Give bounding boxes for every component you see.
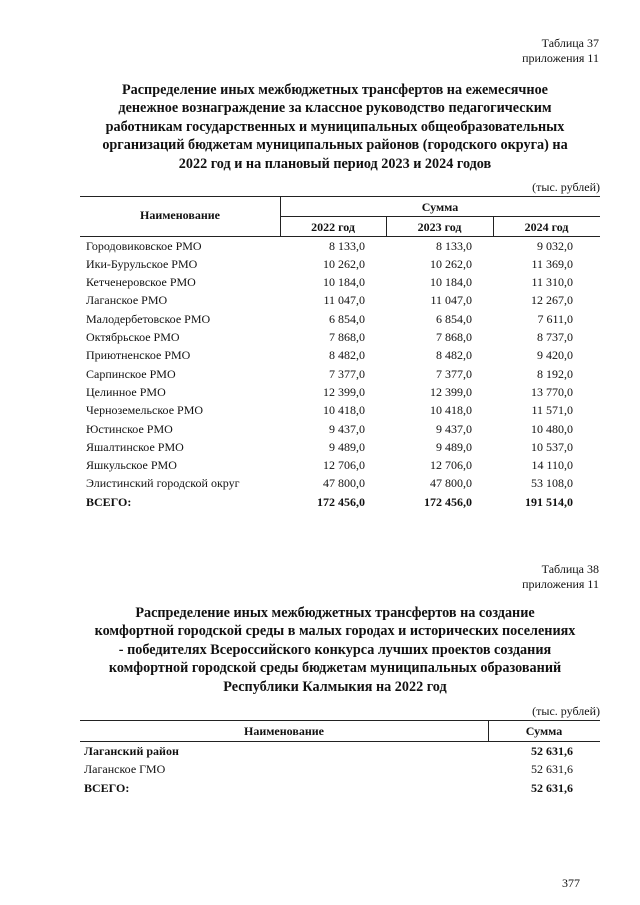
title-line: организаций бюджетам муниципальных районов (городского округа) на [102, 137, 568, 154]
value-2022: 8 133,0 [329, 238, 365, 253]
value-2023: 8 482,0 [436, 348, 472, 363]
table37-title [60, 81, 610, 173]
total-label: ВСЕГО: [86, 494, 132, 509]
table38-units: (тыс. рублей) [532, 704, 600, 718]
value-2022: 11 047,0 [323, 293, 365, 308]
row-name: Приютненское РМО [86, 348, 191, 363]
value-2024: 11 310,0 [531, 275, 573, 290]
header-top-rule [80, 720, 600, 721]
value-2022: 7 868,0 [329, 330, 365, 344]
title-line: 2022 год и на плановый период 2023 и 2024 годов [178, 155, 492, 172]
value-2024: 13 770,0 [531, 384, 573, 399]
value-2022: 12 706,0 [323, 458, 365, 473]
table37-label: Таблица 37 [541, 36, 599, 50]
value-2024: 10 537,0 [531, 439, 573, 454]
value-2022: 10 184,0 [323, 275, 365, 290]
value-2023: 10 418,0 [430, 403, 472, 418]
value-2022: 10 262,0 [323, 256, 365, 271]
row-name: Кетченеровское РМО [86, 275, 196, 290]
value-2024: 53 108,0 [531, 476, 573, 491]
title-line: Распределение иных межбюджетных трансфертов на ежемесячное [122, 82, 548, 98]
title-line: Республики Калмыкия на 2022 год [223, 678, 447, 695]
title-line: комфортной городской среды в малых городах и исторических поселениях [94, 623, 576, 640]
value-2022: 47 800,0 [323, 476, 365, 491]
value-2023: 10 262,0 [430, 256, 472, 271]
total-2023: 172 456,0 [424, 494, 472, 509]
value-2023: 10 184,0 [430, 275, 472, 290]
row-name: Лаганское ГМО [84, 762, 166, 777]
value-2023: 8 133,0 [436, 238, 472, 253]
value-2022: 8 482,0 [329, 348, 365, 363]
value-2022: 6 854,0 [329, 311, 365, 326]
value-2022: 9 489,0 [329, 439, 365, 454]
total-sum: 52 631,6 [531, 780, 573, 795]
table37-annex: приложения 11 [522, 51, 599, 65]
title-line: - победителях Всероссийского конкурса лучших проектов создания [118, 641, 552, 658]
table38-title [45, 604, 625, 696]
row-name: Лаганский район [84, 744, 179, 758]
value-2024: 8 192,0 [537, 366, 573, 381]
row-sum: 52 631,6 [531, 744, 573, 758]
value-2023: 12 399,0 [430, 384, 472, 399]
value-2022: 10 418,0 [323, 403, 365, 418]
total-label: ВСЕГО: [84, 780, 130, 795]
row-name: Юстинское РМО [86, 421, 173, 436]
page-number: 377 [562, 876, 580, 890]
table38-annex: приложения 11 [522, 577, 599, 591]
col-2023-header: 2023 год [417, 220, 462, 234]
row-name: Целинное РМО [86, 384, 166, 399]
title-line: Распределение иных межбюджетных трансфертов на создание [135, 605, 535, 621]
col-sum-header: Сумма [525, 724, 563, 738]
col-2024-header: 2024 год [524, 220, 569, 234]
row-name: Сарпинское РМО [86, 366, 176, 381]
header-mid-rule [280, 216, 600, 217]
value-2023: 12 706,0 [430, 458, 472, 473]
row-name: Яшкульское РМО [86, 458, 177, 473]
value-2024: 11 571,0 [531, 403, 573, 418]
value-2024: 12 267,0 [531, 293, 573, 308]
value-2024: 9 420,0 [537, 348, 573, 363]
row-name: Октябрьское РМО [86, 330, 180, 344]
header-top-rule [80, 196, 600, 197]
value-2022: 7 377,0 [329, 366, 365, 381]
total-2022: 172 456,0 [317, 494, 365, 509]
value-2023: 47 800,0 [430, 476, 472, 491]
col-name-header: Наименование [244, 724, 324, 738]
value-2024: 14 110,0 [531, 458, 573, 473]
title-line: работникам государственных и муниципальных общеобразовательных [105, 118, 565, 135]
value-2023: 6 854,0 [436, 311, 472, 326]
row-name: Городовиковское РМО [86, 238, 202, 253]
row-name: Ики-Бурульское РМО [86, 256, 198, 271]
row-name: Элистинский городской округ [86, 476, 240, 491]
title-line: денежное вознаграждение за классное руководство педагогическим [118, 100, 552, 117]
table38-label: Таблица 38 [541, 562, 599, 576]
col-2022-header: 2022 год [311, 220, 355, 234]
row-name: Черноземельское РМО [86, 403, 204, 418]
total-2024: 191 514,0 [525, 494, 573, 509]
value-2023: 9 437,0 [436, 421, 472, 436]
value-2023: 9 489,0 [436, 439, 472, 454]
table37-units: (тыс. рублей) [532, 180, 600, 194]
value-2022: 9 437,0 [329, 421, 365, 436]
value-2023: 7 868,0 [436, 330, 472, 344]
value-2024: 9 032,0 [537, 238, 573, 253]
value-2024: 8 737,0 [537, 330, 573, 344]
value-2024: 7 611,0 [537, 311, 573, 326]
value-2024: 10 480,0 [531, 421, 573, 436]
title-line: комфортной городской среды бюджетам муниципальных образований [108, 660, 562, 677]
value-2022: 12 399,0 [323, 384, 365, 399]
row-name: Яшалтинское РМО [86, 439, 184, 454]
value-2024: 11 369,0 [531, 256, 573, 271]
value-2023: 11 047,0 [430, 293, 472, 308]
row-sum: 52 631,6 [531, 762, 573, 777]
row-name: Лаганское РМО [86, 293, 168, 308]
col-name-header: Наименование [140, 208, 220, 222]
value-2023: 7 377,0 [436, 366, 472, 381]
col-sum-header: Сумма [421, 200, 459, 214]
row-name: Малодербетовское РМО [86, 311, 211, 326]
